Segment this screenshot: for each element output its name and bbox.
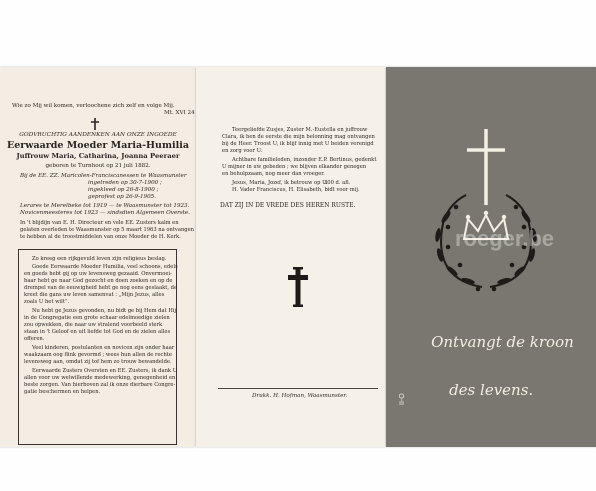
career-2: Novicenmeesteres tot 1923 — sindsdien Algemeen Overste. xyxy=(20,210,191,216)
prayer-2: H. Vader Franciscus, H. Elisabeth, bidt voor mij. xyxy=(232,187,360,193)
death-line-3: te hebben al de troostmiddelen van onze Moeder de H. Kerk. xyxy=(20,234,181,240)
body-line: levensweg aan, omdat zij tof hem zo trouw bewandelde. xyxy=(24,359,172,365)
body-line: waakzaam oog flink gevormd ; wees hun allen de rechte xyxy=(24,352,172,358)
printer: Drukk. H. Hofman, Waasmunster. xyxy=(252,393,348,399)
body-line: zou opwekken, die naar uw stralend voorbeeld sterk xyxy=(24,322,163,328)
career-1: Lerares te Merelbeke tot 1919 — te Waasmunster tot 1923. xyxy=(20,203,190,209)
card-title-line-1: Ontvangt de kroon xyxy=(431,333,574,351)
body-line: Zo kreeg een rijkgevuld leven zijn religieus beslag. xyxy=(32,256,167,262)
entry-3: geprofest op 26-9-1905. xyxy=(88,194,156,200)
scripture-quote: Wie zo Mij wil komen, verloochene zich zelf en volge Mij. xyxy=(12,103,175,109)
entry-2: ingekleed op 26-8-1900 ; xyxy=(88,187,159,193)
middle-line: bij de Heer. Troost U, ik blijf innig met U beiden verenigd xyxy=(222,141,374,147)
cross-icon xyxy=(287,266,309,308)
middle-line: Clara, ik ben de eerste die mijn belonning mag ontvangen xyxy=(222,134,375,140)
svg-text:II-O: II-O xyxy=(399,393,406,405)
death-line-2: gelaten overleden te Waasmunster op 5 maart 1963 na ontvangen xyxy=(20,227,195,233)
body-line: Goede Eerwaarde Moeder Humilia, veel schoons, edels xyxy=(32,264,178,270)
white-cross-icon xyxy=(467,129,505,205)
body-line: zoals U het wilt”. xyxy=(24,299,70,305)
body-line: staan in 't Geloof en uit liefde tot God en de zielen alles xyxy=(24,329,171,335)
rest-in-peace: DAT ZIJ IN DE VREDE DES HEREN RUSTE. xyxy=(220,202,356,209)
body-line: baar hebt ge naar God gezocht en doen zoeken en op de xyxy=(24,278,173,284)
entry-1: ingetreden op 30-7-1900 ; xyxy=(88,180,162,186)
body-line: allen voor uw welwillende medewerking, genegenheid en xyxy=(24,375,176,381)
card-title xyxy=(412,318,592,414)
printer-rule xyxy=(218,388,378,389)
watermark: roeger.be xyxy=(455,226,555,251)
body-line: gatie beschermen en helpen. xyxy=(24,389,101,395)
card-title-line-2: des levens. xyxy=(449,381,534,399)
body-line: beste zorgen. Van hierboven zal ik onze dierbare Congre- xyxy=(24,382,176,388)
middle-line: Teergeliefde Zusjes, Zuster M.-Eustella en juffrouw xyxy=(232,127,368,133)
body-line: Veel kinderen, postulanten en novicen zijn onder haar xyxy=(32,345,175,351)
body-line: in de Congregatie een grote schaar edelmoedige zielen xyxy=(24,315,170,321)
civil-name: Juffrouw Maria, Catharina, Joanna Peeraer xyxy=(16,152,180,160)
body-line: kreet die gans uw leven samenvat : „Mijn Jezus, alles xyxy=(24,292,165,298)
body-line: Eerwaarde Zusters Oversten en EE. Zusters, ik dank U xyxy=(32,368,178,374)
order-line: Bij de EE. ZZ. Maricolen-Franciscanessen te Waasmunster xyxy=(20,173,187,179)
middle-line: en behulpzaam, nog meer dan vroeger. xyxy=(222,171,325,177)
middle-panel xyxy=(196,67,385,447)
middle-line: U mijner in uw gebeden ; we blijven elkander genegen xyxy=(222,164,367,170)
body-line: offeren. xyxy=(24,336,45,342)
death-line-1: In 't blijdijn van E. H. Directeur en vele EE. Zusters kalm en xyxy=(20,220,179,226)
deceased-name: Eerwaarde Moeder Maria-Humilia xyxy=(7,140,189,151)
birth-line: geboren te Turnhout op 21 juli 1882. xyxy=(45,163,151,169)
prayer-1-indulgence: 300 d. afl. xyxy=(324,180,351,186)
scripture-ref: Mt. XVI 24 xyxy=(164,110,195,116)
body-line: drempel van de eeuwigheid hebt ge nog eens geslaakt, de xyxy=(24,285,178,291)
small-cross-icon xyxy=(91,118,99,130)
prayer-1: Jesus, Maria, Jozef, ik betrouw op U. xyxy=(232,180,328,186)
body-line: Nu hebt ge Jezus gevonden, nu bidt ge bij Hem dat Hij xyxy=(32,308,177,314)
heading: GODVRUCHTIG AANDENKEN AAN ONZE INGOEDE xyxy=(19,132,177,138)
middle-line: Achtbare familieleden, inzonder E.P. Bertinus, gedenkt xyxy=(232,157,377,163)
middle-line: en zorg voor U. xyxy=(222,148,263,154)
body-line: en goeds hebt gij op uw levensweg gezaaid. Onvermoei- xyxy=(24,271,172,277)
